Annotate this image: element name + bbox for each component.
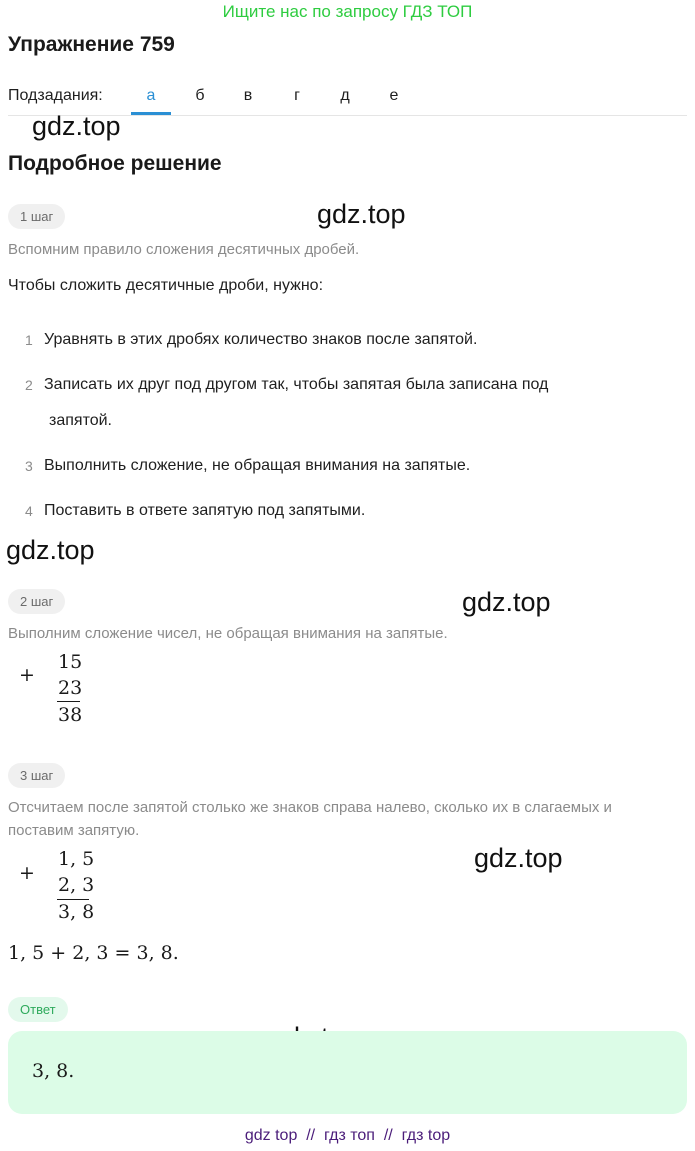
subtask-tab-g[interactable]: г bbox=[294, 87, 300, 104]
answer-box bbox=[8, 1031, 687, 1114]
step-3-hint: Отсчитаем после запятой столько же знаков справа налево, сколько их в слагаемых и bbox=[8, 799, 612, 816]
section-title: Подробное решение bbox=[8, 152, 222, 175]
answer-badge: Ответ bbox=[8, 997, 68, 1022]
subtask-tab-e[interactable]: е bbox=[389, 87, 399, 104]
subtasks-label: Подзадания: bbox=[8, 87, 103, 104]
sum-line bbox=[57, 701, 80, 702]
watermark: gdz.top bbox=[317, 199, 406, 229]
list-item-text: Уравнять в этих дробях количество знаков после запятой. bbox=[44, 331, 478, 348]
plus-sign: + bbox=[19, 862, 35, 884]
addend-2: 2, 3 bbox=[58, 874, 95, 896]
sum-result: 38 bbox=[58, 704, 83, 726]
answer-value: 3, 8. bbox=[32, 1060, 75, 1082]
addend-1: 1, 5 bbox=[58, 848, 95, 870]
list-item-text-continued: запятой. bbox=[49, 412, 112, 429]
step-3-hint-continued: поставим запятую. bbox=[8, 822, 140, 839]
top-banner[interactable]: Ищите нас по запросу ГДЗ ТОП bbox=[222, 2, 473, 21]
footer-separator: // bbox=[383, 1127, 393, 1144]
watermark: gdz.top bbox=[462, 587, 551, 617]
subtask-tab-a[interactable]: а bbox=[146, 87, 156, 104]
watermark: gdz.top bbox=[474, 843, 563, 873]
subtask-tab-v[interactable]: в bbox=[243, 87, 253, 104]
sum-result: 3, 8 bbox=[58, 901, 95, 923]
list-item-number: 3 bbox=[25, 458, 33, 474]
step-1-badge: 1 шаг bbox=[8, 204, 65, 229]
step-1-intro: Чтобы сложить десятичные дроби, нужно: bbox=[8, 277, 324, 294]
footer-link-gdz-top-mixed[interactable]: гдз top bbox=[401, 1127, 451, 1144]
subtask-tab-d[interactable]: д bbox=[340, 87, 350, 104]
list-item-number: 1 bbox=[25, 332, 33, 348]
step-2-hint: Выполним сложение чисел, не обращая внимания на запятые. bbox=[8, 625, 448, 642]
list-item-number: 2 bbox=[25, 377, 33, 393]
footer-links bbox=[0, 1127, 695, 1145]
addend-1: 15 bbox=[58, 651, 83, 673]
plus-sign: + bbox=[19, 664, 35, 686]
list-item-text: Выполнить сложение, не обращая внимания на запятые. bbox=[44, 457, 471, 474]
step-3-badge: 3 шаг bbox=[8, 763, 65, 788]
step-1-hint: Вспомним правило сложения десятичных дробей. bbox=[8, 241, 360, 258]
sum-line bbox=[57, 899, 89, 900]
equation: 1, 5 + 2, 3 = 3, 8. bbox=[8, 942, 179, 964]
footer-link-gdz-top-ru[interactable]: гдз топ bbox=[324, 1127, 375, 1144]
page-title: Упражнение 759 bbox=[8, 33, 175, 56]
list-item-number: 4 bbox=[25, 503, 33, 519]
watermark: gdz.top bbox=[32, 111, 121, 141]
list-item-text: Записать их друг под другом так, чтобы запятая была записана под bbox=[44, 376, 549, 393]
footer-separator: // bbox=[306, 1127, 316, 1144]
footer-link-gdz-top[interactable]: gdz top bbox=[244, 1127, 298, 1144]
subtask-tab-b[interactable]: б bbox=[195, 87, 205, 104]
watermark: gdz.top bbox=[6, 535, 95, 565]
step-2-badge: 2 шаг bbox=[8, 589, 65, 614]
list-item-text: Поставить в ответе запятую под запятыми. bbox=[44, 502, 366, 519]
addend-2: 23 bbox=[58, 677, 83, 699]
